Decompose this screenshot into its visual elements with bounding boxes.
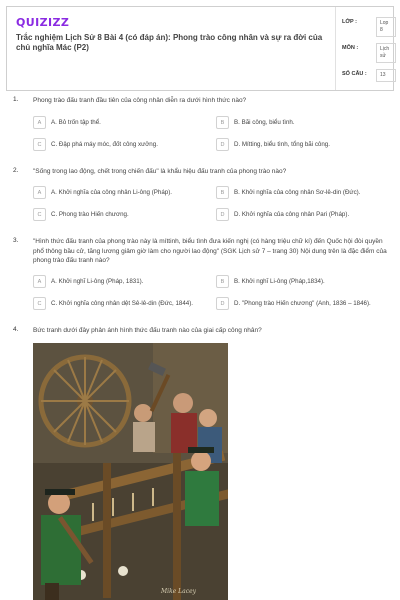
question-number: 4. — [13, 326, 19, 333]
option-letter: B — [216, 116, 229, 129]
option-text: A. Khởi nghĩ Li-ông (Pháp, 1831). — [51, 278, 144, 285]
option-letter: D — [216, 208, 229, 221]
option-letter: C — [33, 208, 46, 221]
option-text: A. Bỏ trốn tập thể. — [51, 119, 101, 126]
meta-subject-value: Lịch sử — [376, 43, 396, 63]
meta-subject-label: MÔN : — [342, 45, 359, 51]
option-letter: A — [33, 116, 46, 129]
question-text: Phong trào đấu tranh đầu tiên của công nhân diễn ra dưới hình thức nào? — [33, 97, 247, 104]
meta-count-value: 13 — [376, 69, 396, 82]
option-text: C. Khởi nghĩa công nhân dệt Sê-lê-din (Đức, 1844). — [51, 300, 193, 307]
option-text: D. "Phong trào Hiến chương" (Anh, 1836 – 1846). — [234, 300, 371, 307]
option-text: C. Đập phá máy móc, đốt công xưởng. — [51, 141, 158, 148]
question-illustration — [33, 343, 228, 600]
quiz-header — [6, 6, 394, 91]
quizizz-logo: QUIZIZZ — [16, 16, 70, 29]
question-number: 1. — [13, 96, 19, 103]
option-text: A. Khởi nghĩa của công nhân Li-ông (Pháp). — [51, 189, 173, 196]
option-letter: D — [216, 138, 229, 151]
meta-class-label: LỚP : — [342, 19, 357, 25]
option-letter: C — [33, 138, 46, 151]
option-text: D. Khởi nghĩa của công nhân Pari (Pháp). — [234, 211, 350, 218]
option-letter: B — [216, 275, 229, 288]
option-text: B. Khởi nghĩa của công nhân Sơ-lê-din (Đức). — [234, 189, 361, 196]
option-text: B. Bãi công, biểu tình. — [234, 119, 295, 126]
meta-class-value: Lop 8 — [376, 17, 396, 37]
question-text: Bức tranh dưới đây phản ánh hình thức đấu tranh nào của giai cấp công nhân? — [33, 327, 262, 334]
option-text: B. Khởi nghĩ Li-ông (Pháp,1834). — [234, 278, 325, 285]
painting-signature: Mike Lacey — [161, 588, 197, 595]
question-number: 2. — [13, 167, 19, 174]
option-letter: D — [216, 297, 229, 310]
option-text: D. Mítting, biểu tình, tổng bãi công. — [234, 141, 330, 148]
option-letter: A — [33, 275, 46, 288]
question-number: 3. — [13, 237, 19, 244]
option-letter: B — [216, 186, 229, 199]
page-title: Trắc nghiệm Lịch Sử 8 Bài 4 (có đáp án): Phong trào công nhân và sự ra đời của chủ nghĩa Mác (P2) — [16, 33, 323, 52]
quiz-meta — [335, 7, 398, 90]
meta-count-label: SỐ CÂU : — [342, 71, 367, 77]
question-text: "Hình thức đấu tranh của phong trào này là míttinh, biểu tình đưa kiến nghị (có hàng triệu chữ kí) đến Quốc hội đòi quyền phổ thông bầu cử, tăng lương giảm giờ làm cho người lao động" (SGK Lịch sử 7 – trang 30) Nội dung trên là đặc điểm của phong trào đấu tranh nào? — [33, 238, 387, 264]
option-letter: A — [33, 186, 46, 199]
workers-smashing-machines-painting-icon — [33, 343, 228, 600]
option-text: C. Phong trào Hiến chương. — [51, 211, 129, 218]
option-letter: C — [33, 297, 46, 310]
question-text: "Sống trong lao động, chết trong chiến đấu" là khẩu hiệu đấu tranh của phong trào nào? — [33, 168, 287, 175]
